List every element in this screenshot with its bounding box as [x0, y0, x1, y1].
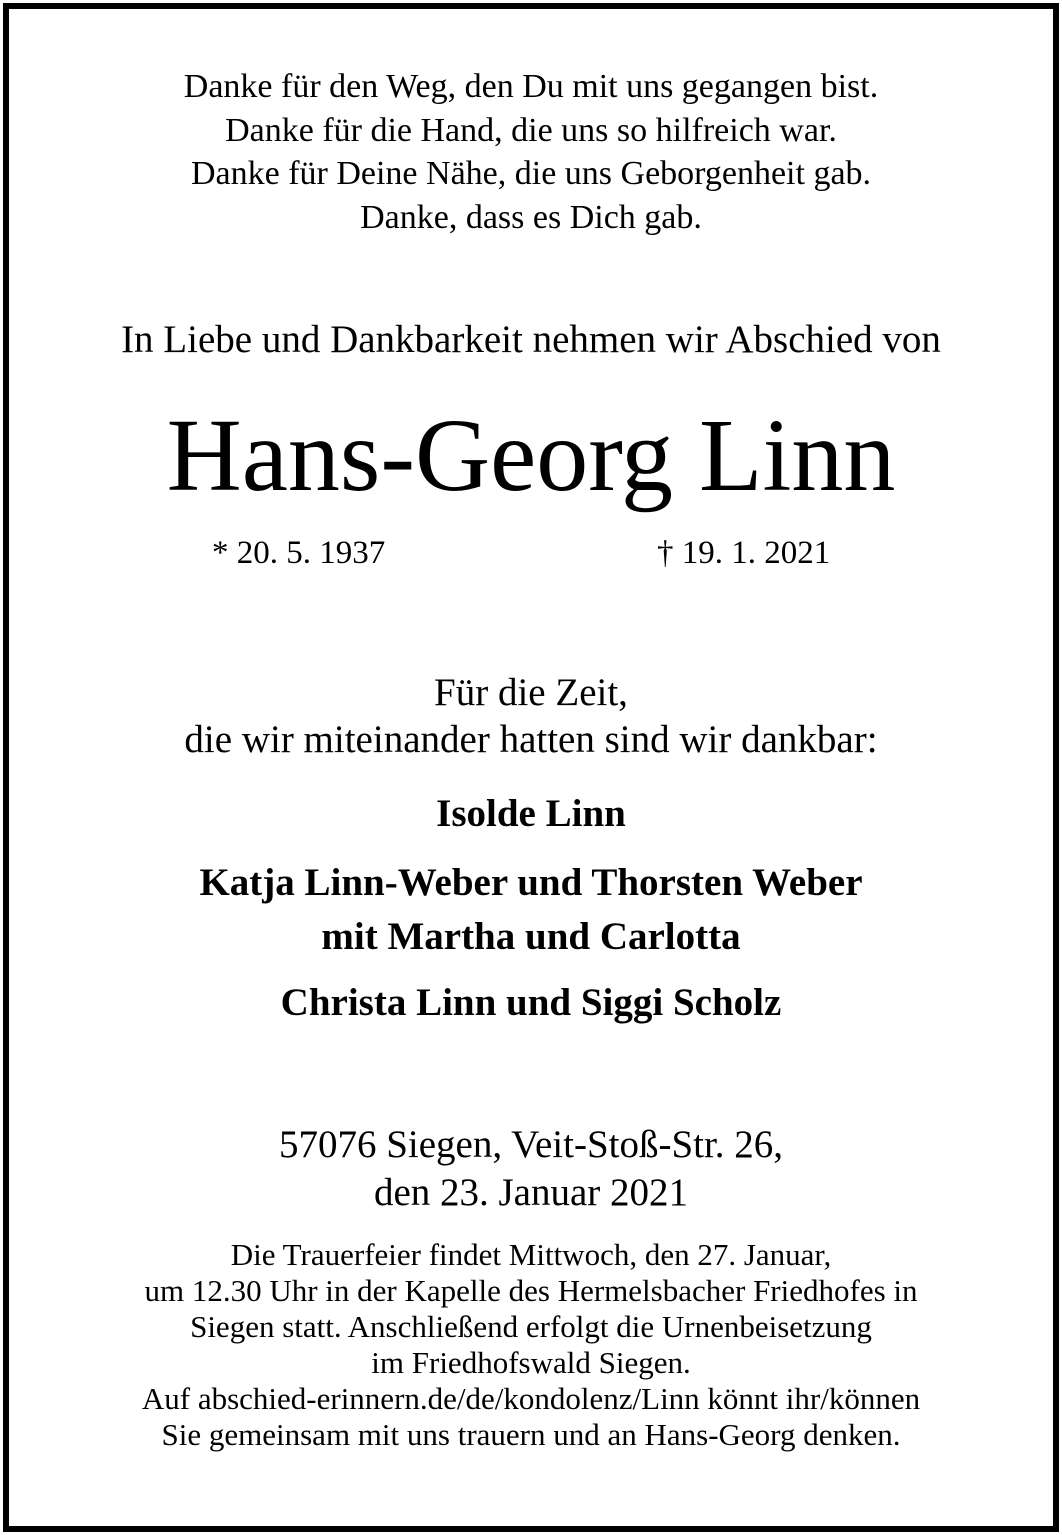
- thanks-line: Für die Zeit,: [434, 671, 628, 714]
- farewell-intro: In Liebe und Dankbarkeit nehmen wir Abschied von: [121, 318, 941, 361]
- poem: [9, 65, 1053, 239]
- funeral-notice: [9, 1237, 1053, 1453]
- notice-line: Die Trauerfeier findet Mittwoch, den 27. Januar,: [230, 1237, 832, 1272]
- mourner-name: mit Martha und Carlotta: [321, 915, 741, 958]
- thanks-line: die wir miteinander hatten sind wir dankbar:: [184, 718, 878, 761]
- notice-line: im Friedhofswald Siegen.: [371, 1345, 691, 1380]
- poem-line: Danke für die Hand, die uns so hilfreich war.: [225, 111, 837, 149]
- poem-line: Danke für den Weg, den Du mit uns gegangen bist.: [183, 68, 879, 105]
- mourner-name: Katja Linn-Weber und Thorsten Weber: [199, 861, 863, 904]
- date-line: den 23. Januar 2021: [373, 1171, 689, 1214]
- mourner-name: Christa Linn und Siggi Scholz: [280, 981, 782, 1024]
- notice-line: Sie gemeinsam mit uns trauern und an Hans-Georg denken.: [161, 1417, 901, 1452]
- thanks-text: [9, 669, 1053, 763]
- address-line: 57076 Siegen, Veit-Stoß-Str. 26,: [278, 1123, 784, 1166]
- deceased-name: Hans-Georg Linn: [166, 398, 896, 513]
- birth-date: * 20. 5. 1937: [212, 535, 386, 571]
- obituary-frame: [3, 3, 1059, 1532]
- notice-line: um 12.30 Uhr in der Kapelle des Hermelsbacher Friedhofes in: [144, 1273, 918, 1308]
- notice-line: Siegen statt. Anschließend erfolgt die Urnenbeisetzung: [190, 1309, 872, 1344]
- condolence-link-line: Auf abschied-erinnern.de/de/kondolenz/Linn könnt ihr/können: [141, 1381, 921, 1416]
- address-date: [9, 1121, 1053, 1217]
- poem-line: Danke für Deine Nähe, die uns Geborgenheit gab.: [190, 155, 872, 192]
- death-date: † 19. 1. 2021: [657, 535, 831, 571]
- poem-line: Danke, dass es Dich gab.: [360, 198, 702, 236]
- mourner-name: Isolde Linn: [436, 792, 626, 835]
